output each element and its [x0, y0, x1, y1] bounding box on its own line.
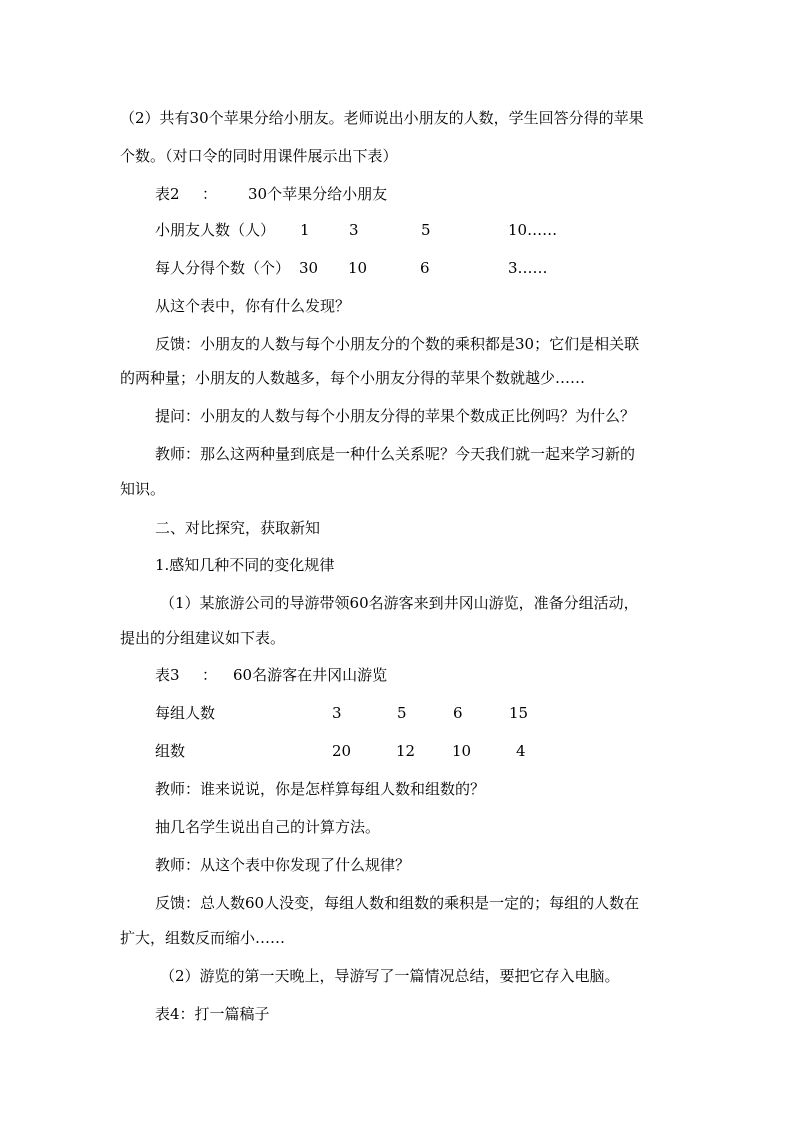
feedback-line1: 反馈：小朋友的人数与每个小朋友分的个数的乘积都是30；它们是相关联	[155, 335, 640, 353]
para-apples-line2: 个数。（对口令的同时用课件展示出下表）	[120, 147, 398, 165]
students-note: 抽几名学生说出自己的计算方法。	[155, 818, 381, 836]
ask: 提问：小朋友的人数与每个小朋友分得的苹果个数成正比例吗？为什么？	[155, 407, 636, 425]
row-header: 组数	[155, 742, 186, 760]
cell: 3……	[508, 259, 548, 277]
cell: 5	[421, 221, 431, 239]
feedback-line2: 的两种量；小朋友的人数越多，每个小朋友分得的苹果个数就越少……	[120, 369, 586, 387]
cell: 12	[396, 742, 416, 760]
teacher-line2: 知识。	[120, 480, 166, 498]
table3-title: 60名游客在井冈山游览	[233, 666, 388, 684]
para-summary: （2）游览的第一天晚上，导游写了一篇情况总结，要把它存入电脑。	[160, 967, 620, 985]
cell: 10	[452, 742, 472, 760]
cell: 5	[397, 704, 407, 722]
table2-sep: ：	[202, 185, 218, 203]
para-tour-line2: 提出的分组建议如下表。	[120, 629, 286, 647]
feedback-2-line2: 扩大，组数反而缩小……	[120, 929, 286, 947]
cell: 15	[509, 704, 529, 722]
cell: 10	[348, 259, 368, 277]
teacher-question: 教师：谁来说说，你是怎样算每组人数和组数的？	[155, 780, 486, 798]
table3-label: 表3	[155, 666, 180, 684]
table4-label: 表4：打一篇稿子	[155, 1005, 270, 1023]
sub-heading: 1.感知几种不同的变化规律	[155, 556, 335, 574]
teacher-line1: 教师：那么这两种量到底是一种什么关系呢？今天我们就一起来学习新的	[155, 445, 636, 463]
cell: 3	[349, 221, 359, 239]
section-heading: 二、对比探究，获取新知	[155, 519, 321, 537]
cell: 20	[332, 742, 352, 760]
cell: 30	[299, 259, 319, 277]
cell: 4	[516, 742, 526, 760]
cell: 1	[300, 221, 310, 239]
table2-label: 表2	[155, 185, 180, 203]
para-apples-line1: （2）共有30个苹果分给小朋友。老师说出小朋友的人数，学生回答分得的苹果	[120, 109, 644, 127]
table3-sep: ：	[202, 666, 218, 684]
cell: 6	[453, 704, 463, 722]
cell: 3	[332, 704, 342, 722]
para-tour-line1: （1）某旅游公司的导游带领60名游客来到井冈山游览，准备分组活动，	[160, 594, 639, 612]
row-header: 每人分得个数（个）	[155, 259, 291, 277]
cell: 10……	[508, 221, 558, 239]
question: 从这个表中，你有什么发现？	[155, 297, 351, 315]
row-header: 小朋友人数（人）	[155, 221, 276, 239]
row-header: 每组人数	[155, 704, 216, 722]
feedback-2-line1: 反馈：总人数60人没变，每组人数和组数的乘积是一定的；每组的人数在	[155, 894, 640, 912]
cell: 6	[420, 259, 430, 277]
table2-title: 30个苹果分给小朋友	[248, 185, 388, 203]
teacher-question-2: 教师：从这个表中你发现了什么规律？	[155, 856, 411, 874]
